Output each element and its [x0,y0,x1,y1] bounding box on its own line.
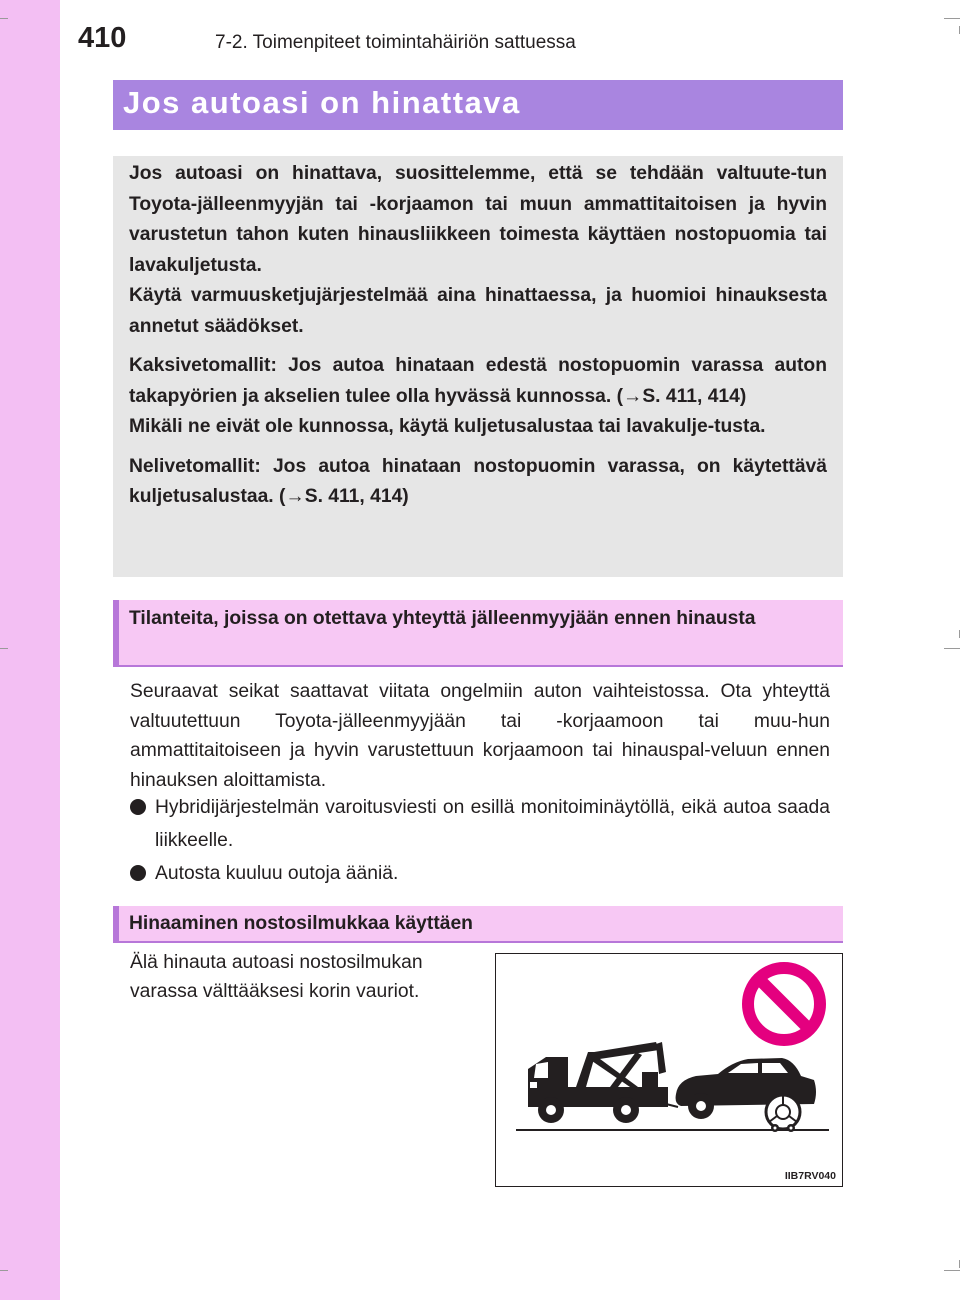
subheading-contact-dealer [113,600,843,667]
bullet-icon [130,799,146,815]
info-paragraph: Käytä varmuusketjujärjestelmää aina hinattaessa, ja huomioi hinauksesta annetut säädökset. [129,285,827,337]
trim-mark [0,648,8,649]
subheading-text: Tilanteita, joissa on otettava yhteyttä jälleenmyyjään ennen hinausta [129,608,756,629]
page-number: 410 [78,22,127,54]
towed-car-icon [676,1058,816,1132]
trim-mark [0,1270,8,1271]
figure-code: IIB7RV040 [784,1170,836,1182]
trim-mark [944,1270,960,1271]
tow-truck-icon [528,1042,678,1123]
info-paragraph: Jos autoasi on hinattava, suosittelemme, että se tehdään valtuute-tun Toyota-jälleenmyyjän tai -korjaamon tai muun ammattitaitoisen ja hyvin varustetun tahon kuten hinausliikkeen toimesta käyttäen nostopuomia tai lavakuljetusta. [129,163,827,276]
info-content [129,156,827,513]
towing-figure [495,953,843,1187]
page-title: Jos autoasi on hinattava [123,85,521,120]
bullet-icon [130,865,146,881]
trim-mark [944,18,960,19]
info-paragraph: Mikäli ne eivät ole kunnossa, käytä kuljetusalustaa tai lavakulje-tusta. [129,416,766,437]
bullet-text: Hybridijärjestelmän varoitusviesti on esillä monitoiminäytöllä, eikä autoa saada liikkeelle. [155,797,830,851]
chapter-color-band [0,0,60,1300]
tow-truck-illustration [496,954,841,1185]
info-paragraph: Nelivetomallit: Jos autoa hinataan nostopuomin varassa, on käytettävä kuljetusalustaa. (→S. 411, 414) [129,455,827,507]
subheading-text: Hinaaminen nostosilmukkaa käyttäen [129,913,473,934]
bullet-text: Autosta kuuluu outoja ääniä. [155,863,399,884]
body-paragraph: Älä hinauta autoasi nostosilmukan varassa välttääksesi korin vauriot. [130,952,423,1002]
body-paragraph: Seuraavat seikat saattavat viitata ongelmiin auton vaihteistossa. Ota yhteyttä valtuutettuun Toyota-jälleenmyyjään tai -korjaamoon tai muu-hun ammattitaitoiseen ja hyvin varustettuun korjaamoon tai hinauspal-veluun ennen hinauksen aloittamista. [130,681,830,791]
info-paragraph: Kaksivetomallit: Jos autoa hinataan edestä nostopuomin varassa auton takapyörien ja akselien tulee olla hyvässä kunnossa. (→S. 411, 414) [129,355,827,407]
prohibition-icon [748,968,820,1040]
subheading-tow-eye [113,906,843,943]
trim-mark [0,18,8,19]
info-box [113,156,843,577]
title-bar [113,80,843,130]
section-title: 7-2. Toimenpiteet toimintahäiriön sattuessa [215,32,576,53]
trim-mark [944,648,960,649]
